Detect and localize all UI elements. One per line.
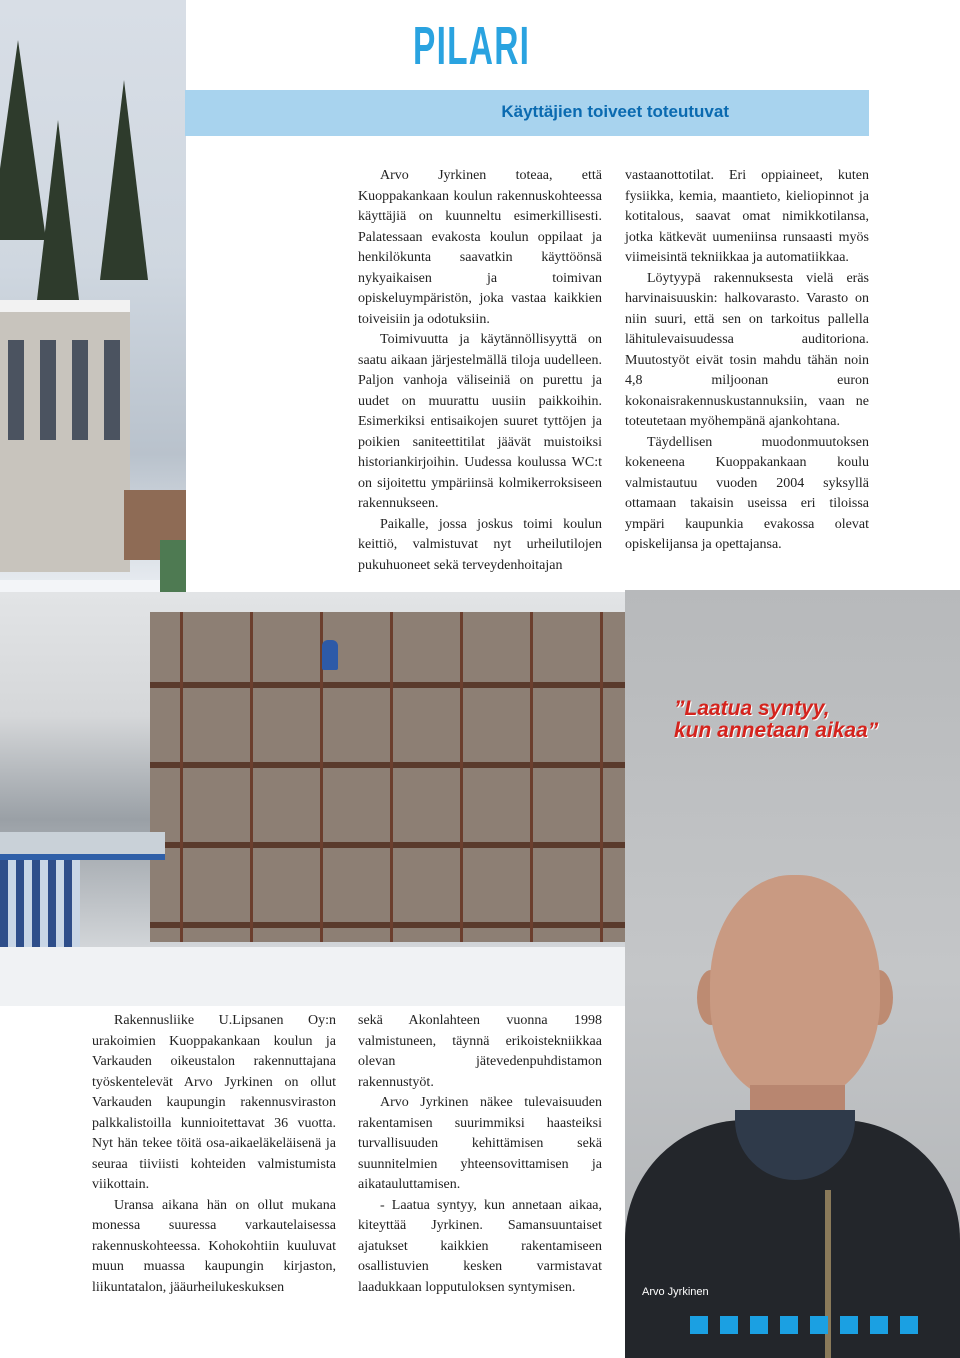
paragraph: vastaanottotilat. Eri oppiaineet, kuten fysiikka, kemia, maantieto, kieliopinnot ja kotitalous, saavat omat nimikkotilansa, jotka kätkevät uumeniinsa runsaasti myös viimeisintä tekniikkaa ja automatiikkaa. xyxy=(625,168,869,265)
square-icon xyxy=(870,1316,888,1334)
photo-scaffolding xyxy=(0,592,625,1006)
masthead-logo: PILARI xyxy=(413,16,531,76)
square-icon xyxy=(810,1316,828,1334)
article-column-4 xyxy=(358,1011,602,1298)
square-icon xyxy=(690,1316,708,1334)
section-banner xyxy=(185,90,869,136)
article-column-1 xyxy=(358,166,602,576)
square-icon xyxy=(780,1316,798,1334)
article-title: Käyttäjien toiveet toteutuvat xyxy=(501,102,729,121)
paragraph: Arvo Jyrkinen toteaa, että Kuoppakankaan koulun rakennuskohteessa käyttäjiä on kuunneltu esimerkillisesti. Palatessaan evakosta koulun oppilaat ja henkilökunta saavatkin käyttöönsä nykyaikaisen ja toimivan opiskeluympäristön, joka vastaa kaikkien toiveisiin ja odotuksiin. xyxy=(358,168,602,327)
paragraph: Löytyypä rakennuksesta vielä eräs harvinaisuuskin: halkovarasto. Varasto on niin suuri, että sen on tarkoitus pallella lähitulevaisuudessa auditoriona. Muutostyöt eivät tosin mahdu tähän noin 4,8 miljoonan euron kokonaisrakennuskustannuksiin, vaan ne toteutetaan myöhempänä ajankohtana. xyxy=(625,270,869,429)
paragraph: Täydellisen muodonmuutoksen kokeneena Kuoppakankaan koulu valmistautuu vuoden 2004 syksyllä ottamaan takaisin useissa eri tiloissa ympäri kaupunkia evakossa olevat opiskelijansa ja opettajansa. xyxy=(625,434,869,552)
article-column-2 xyxy=(625,166,869,556)
article-column-3 xyxy=(92,1011,336,1298)
square-icon xyxy=(900,1316,918,1334)
paragraph: Uransa aikana hän on ollut mukana monessa suuressa varkautelaisessa rakennuskohteessa. Kohokohtiin kuuluvat muun muassa kaupungin kirjaston, liikuntatalon, jääurheilukeskuksen xyxy=(92,1197,336,1295)
paragraph: sekä Akonlahteen vuonna 1998 valmistuneen, täynnä erikoistekniikkaa olevan jätevedenpuhdistamon rakennustyöt. xyxy=(358,1013,602,1090)
square-icon xyxy=(840,1316,858,1334)
paragraph: Paikalle, jossa joskus toimi koulun keittiö, valmistuvat nyt urheilutilojen pukuhuoneet sekä terveydenhoitajan xyxy=(358,516,602,573)
paragraph: Arvo Jyrkinen näkee tulevaisuuden rakentamisen suurimmiksi haasteiksi turvallisuuden kehittämisen sekä suunnitelmien yhteensovittamisen ja aikatauluttamisen. xyxy=(358,1095,602,1192)
pull-quote-line-2: kun annetaan aikaa” xyxy=(674,719,879,742)
decorative-squares xyxy=(690,1316,918,1334)
paragraph: - Laatua syntyy, kun annetaan aikaa, kiteyttää Jyrkinen. Samansuuntaiset ajatukset kaikkien rakentamiseen osallistuvien kesken varmistavat laadukkaan lopputuloksen syntymisen. xyxy=(358,1197,602,1295)
square-icon xyxy=(750,1316,768,1334)
paragraph: Toimivuutta ja käytännöllisyyttä on saatu aikaan järjestelmällä tiloja uudelleen. Paljon vanhoja väliseiniä on purettu ja uudet on muurattu uusiin paikkoihin. Esimerkiksi entisaikojen suuret tyttöjen ja poikien saniteettitilat jäävät muistoiksi historiankirjoihin. Uudessa koulussa WC:t on sijoitettu ympäriinsä kolmikerroksiseen rakennukseen. xyxy=(358,332,602,511)
square-icon xyxy=(720,1316,738,1334)
paragraph: Rakennusliike U.Lipsanen Oy:n urakoimien Kuoppakankaan koulun ja Varkauden oikeustalon rakennuttajana työskentelevät Arvo Jyrkinen on ollut Varkauden kaupungin rakennusviraston palkkalistoilla kunnioitettavat 36 vuotta. Nyt hän tekee töitä osa-aikaeläkeläisenä ja seuraa tiiviisti kohteiden valmistumista viikottain. xyxy=(92,1013,336,1192)
photo-caption: Arvo Jyrkinen xyxy=(642,1286,709,1298)
pull-quote-line-1: ”Laatua syntyy, xyxy=(674,697,830,720)
pull-quote xyxy=(674,698,944,742)
